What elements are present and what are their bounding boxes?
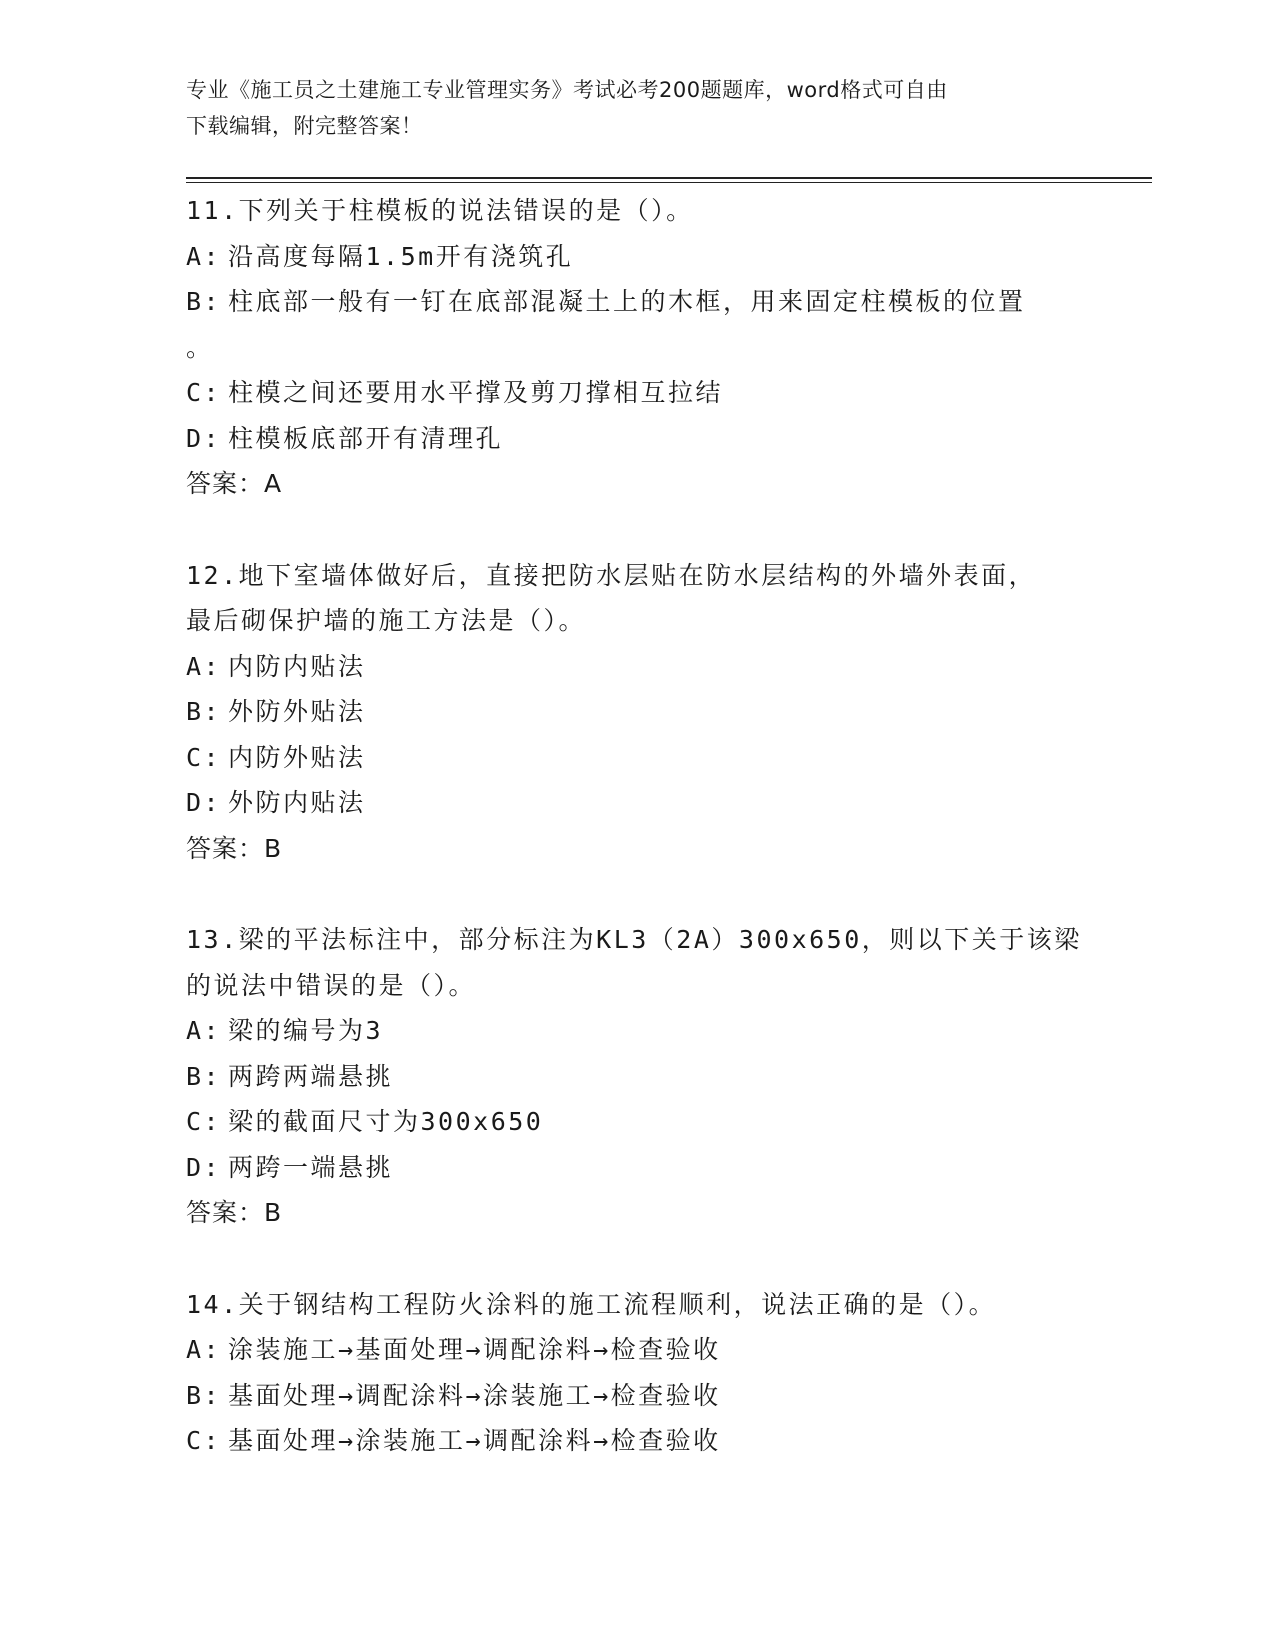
- option-a: [186, 234, 1086, 280]
- option-c: [186, 1418, 1086, 1464]
- option-text: 外防内贴法: [228, 788, 366, 817]
- option-letter: B:: [186, 697, 222, 726]
- option-c: [186, 370, 1086, 416]
- question-text: 14.关于钢结构工程防火涂料的施工流程顺利，说法正确的是（）。: [186, 1289, 997, 1319]
- question-12: [186, 553, 1086, 872]
- header-line-1: 专业《施工员之土建施工专业管理实务》考试必考200题题库，word格式可自由: [186, 78, 948, 102]
- answer-line: 答案：A: [186, 469, 283, 498]
- option-text: 外防外贴法: [228, 697, 366, 726]
- option-letter: C:: [186, 378, 222, 407]
- header-line-2: 下载编辑，附完整答案！: [186, 114, 423, 138]
- question-13: [186, 917, 1086, 1236]
- option-a: [186, 644, 1086, 690]
- option-letter: D:: [186, 423, 222, 453]
- option-text: 梁的截面尺寸为300x650: [228, 1107, 544, 1136]
- option-letter: A:: [186, 241, 222, 271]
- option-d: [186, 780, 1086, 826]
- option-a: [186, 1008, 1086, 1054]
- option-d: [186, 416, 1086, 462]
- option-text: 基面处理→涂装施工→调配涂料→检查验收: [228, 1426, 721, 1455]
- question-text-line-2: 最后砌保护墙的施工方法是（）。: [186, 606, 587, 635]
- option-letter: B:: [186, 1380, 222, 1410]
- question-11: [186, 188, 1086, 507]
- question-text-line-1: 12.地下室墙体做好后，直接把防水层贴在防水层结构的外墙外表面，: [186, 560, 1037, 590]
- option-b: [186, 689, 1086, 735]
- option-text: 柱底部一般有一钉在底部混凝土上的木框，用来固定柱模板的位置: [228, 287, 1026, 316]
- question-text-line-1: 13.梁的平法标注中，部分标注为KL3（2A）300x650，则以下关于该梁: [186, 925, 1082, 954]
- option-text: 梁的编号为3: [228, 1016, 384, 1045]
- option-text: 柱模之间还要用水平撑及剪刀撑相互拉结: [228, 378, 724, 407]
- option-letter: A:: [186, 1335, 222, 1364]
- answer-line: 答案：B: [186, 833, 283, 863]
- option-text: 内防外贴法: [228, 742, 366, 772]
- option-letter: D:: [186, 788, 222, 817]
- option-letter: C:: [186, 1107, 222, 1136]
- option-text: 涂装施工→基面处理→调配涂料→检查验收: [228, 1335, 721, 1364]
- option-text: 内防内贴法: [228, 651, 366, 681]
- question-list: [186, 188, 1086, 1510]
- option-letter: C:: [186, 742, 222, 772]
- option-a: [186, 1327, 1086, 1373]
- option-letter: B:: [186, 287, 222, 316]
- option-c: [186, 1099, 1086, 1145]
- header-divider-thin: [186, 182, 1152, 183]
- option-text: 两跨两端悬挑: [228, 1061, 394, 1091]
- option-b: [186, 279, 1086, 325]
- option-text: 柱模板底部开有清理孔: [228, 423, 504, 453]
- option-text: 沿高度每隔1.5m开有浇筑孔: [228, 241, 574, 271]
- header-divider-thick: [186, 177, 1152, 179]
- option-letter: D:: [186, 1152, 222, 1182]
- option-b: [186, 1373, 1086, 1419]
- option-d: [186, 1145, 1086, 1191]
- question-text-line-2: 的说法中错误的是（）。: [186, 970, 477, 1000]
- option-c: [186, 735, 1086, 781]
- question-text: 11.下列关于柱模板的说法错误的是（）。: [186, 196, 694, 225]
- option-letter: A:: [186, 1016, 222, 1045]
- question-14: [186, 1282, 1086, 1464]
- option-letter: A:: [186, 651, 222, 681]
- answer-line: 答案：B: [186, 1198, 283, 1227]
- option-letter: C:: [186, 1426, 222, 1455]
- option-text: 基面处理→调配涂料→涂装施工→检查验收: [228, 1380, 721, 1410]
- option-text: 两跨一端悬挑: [228, 1152, 394, 1182]
- document-header: [186, 72, 1086, 144]
- option-b-continuation: 。: [186, 332, 214, 362]
- option-b: [186, 1054, 1086, 1100]
- option-letter: B:: [186, 1061, 222, 1091]
